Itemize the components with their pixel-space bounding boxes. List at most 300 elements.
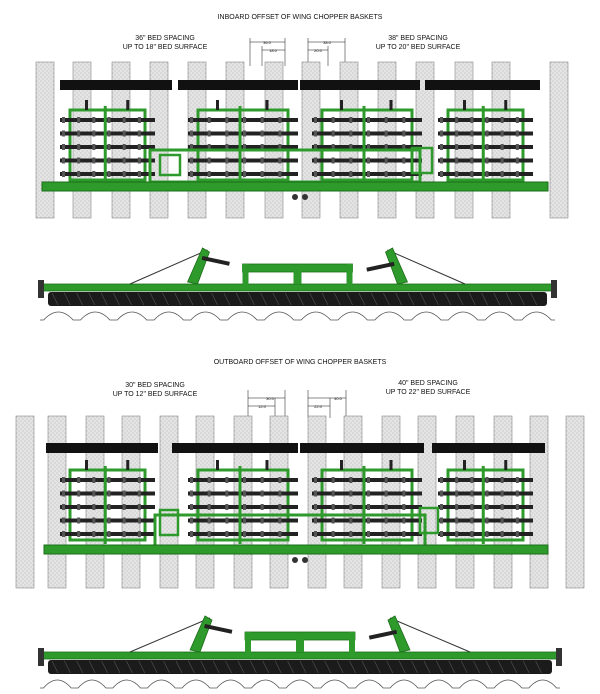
roller-blade — [314, 477, 317, 483]
basket-hanger — [340, 100, 343, 110]
toolbar-beam — [432, 443, 545, 453]
basket-upright — [482, 106, 485, 184]
roller-blade — [278, 518, 281, 524]
toolbar-beam — [46, 443, 158, 453]
roller-blade — [208, 171, 211, 177]
bottom-right-label-2: UP TO 22" BED SURFACE — [385, 389, 471, 396]
basket-hanger — [266, 460, 269, 470]
roller-blade — [501, 131, 504, 137]
basket-hanger — [504, 460, 507, 470]
roller-blade — [92, 531, 95, 537]
end-bracket — [551, 280, 557, 298]
roller-blade — [123, 531, 126, 537]
roller-blade — [138, 171, 141, 177]
roller-blade — [261, 477, 264, 483]
roller-blade — [225, 131, 228, 137]
gauge-wheel — [302, 194, 308, 200]
roller-blade — [62, 144, 65, 150]
roller-blade — [62, 131, 65, 137]
roller-blade — [243, 131, 246, 137]
gauge-wheel — [292, 557, 298, 563]
bottom-dim-4: 22.0 — [314, 404, 322, 409]
roller-blade — [62, 171, 65, 177]
end-bracket — [38, 648, 44, 666]
roller-blade — [190, 491, 193, 497]
roller-blade — [470, 491, 473, 497]
bottom-right-label-1: 40" BED SPACING — [398, 380, 458, 387]
roller-blade — [349, 518, 352, 524]
end-bracket — [556, 648, 562, 666]
basket-hanger — [266, 100, 269, 110]
bed-row — [86, 416, 104, 588]
roller-blade — [501, 491, 504, 497]
roller-blade — [440, 131, 443, 137]
top-left-label-2: UP TO 18" BED SURFACE — [122, 44, 208, 51]
roller-blade — [225, 477, 228, 483]
basket-hanger — [126, 460, 129, 470]
basket-hanger — [390, 460, 393, 470]
roller-blade — [108, 477, 111, 483]
roller-blade — [470, 131, 473, 137]
basket-upright — [239, 466, 242, 544]
roller-blade — [138, 144, 141, 150]
bed-row — [382, 416, 400, 588]
bed-row — [530, 416, 548, 588]
roller-blade — [385, 491, 388, 497]
top-right-label-2: UP TO 20" BED SURFACE — [375, 44, 461, 51]
roller-blade — [278, 117, 281, 123]
roller-blade — [470, 477, 473, 483]
roller-blade — [208, 518, 211, 524]
roller-blade — [123, 171, 126, 177]
roller-blade — [402, 117, 405, 123]
roller-blade — [349, 131, 352, 137]
roller-blade — [261, 117, 264, 123]
roller-blade — [486, 504, 489, 510]
bed-row — [344, 416, 362, 588]
roller-blade — [470, 504, 473, 510]
top-title: INBOARD OFFSET OF WING CHOPPER BASKETS — [217, 14, 383, 21]
roller-blade — [367, 531, 370, 537]
roller-blade — [486, 518, 489, 524]
bed-row — [270, 416, 288, 588]
roller-blade — [208, 158, 211, 164]
roller-blade — [486, 531, 489, 537]
roller-blade — [108, 518, 111, 524]
roller-blade — [190, 131, 193, 137]
roller-blade — [77, 504, 80, 510]
bottom-dim-3: 40.0 — [334, 396, 342, 401]
roller-blade — [455, 518, 458, 524]
roller-blade — [77, 171, 80, 177]
roller-blade — [123, 491, 126, 497]
roller-blade — [278, 531, 281, 537]
toolbar-beam — [178, 80, 298, 90]
frame-bar — [40, 284, 555, 291]
roller-blade — [92, 144, 95, 150]
roller-blade — [332, 531, 335, 537]
roller-blade — [440, 171, 443, 177]
top-dim-4: 20.0 — [314, 48, 322, 53]
toolbar-beam — [425, 80, 540, 90]
roller-blade — [138, 158, 141, 164]
roller-blade — [440, 144, 443, 150]
roller-blade — [92, 491, 95, 497]
roller-blade — [208, 504, 211, 510]
roller-blade — [208, 491, 211, 497]
ground-profile — [40, 680, 560, 688]
roller-blade — [62, 518, 65, 524]
roller-blade — [470, 117, 473, 123]
roller-blade — [367, 477, 370, 483]
roller-blade — [349, 477, 352, 483]
roller-blade — [349, 531, 352, 537]
roller-blade — [108, 504, 111, 510]
roller-blade — [385, 518, 388, 524]
roller-blade — [108, 144, 111, 150]
roller-blade — [332, 158, 335, 164]
roller-blade — [516, 158, 519, 164]
roller-blade — [385, 171, 388, 177]
roller-blade — [138, 477, 141, 483]
hydraulic-cylinder-right — [369, 630, 397, 640]
roller-blade — [367, 158, 370, 164]
roller-blade — [261, 131, 264, 137]
bottom-dim-1: 30.0 — [266, 396, 274, 401]
roller-blade — [385, 531, 388, 537]
bed-row — [160, 416, 178, 588]
basket-hanger — [463, 460, 466, 470]
roller-blade — [77, 491, 80, 497]
hydraulic-cylinder-right — [366, 262, 394, 272]
top-dimension-callouts — [250, 38, 345, 66]
roller-blade — [108, 131, 111, 137]
roller-blade — [77, 144, 80, 150]
top-left-label-1: 36" BED SPACING — [135, 35, 195, 42]
toolbar-beam — [172, 443, 298, 453]
roller-blade — [455, 158, 458, 164]
roller-blade — [470, 518, 473, 524]
roller-blade — [486, 131, 489, 137]
roller-blade — [123, 504, 126, 510]
roller-blade — [402, 531, 405, 537]
roller-blade — [243, 171, 246, 177]
bed-row — [494, 416, 512, 588]
roller-blade — [138, 504, 141, 510]
roller-blade — [138, 531, 141, 537]
gauge-wheel — [302, 557, 308, 563]
basket-hanger — [216, 460, 219, 470]
roller-blade — [440, 158, 443, 164]
bed-row — [566, 416, 584, 588]
roller-blade — [486, 171, 489, 177]
roller-blade — [243, 491, 246, 497]
bed-row — [456, 416, 474, 588]
roller-blade — [349, 491, 352, 497]
bed-row — [418, 416, 436, 588]
roller-blade — [470, 171, 473, 177]
roller-blade — [314, 117, 317, 123]
roller-blade — [190, 531, 193, 537]
roller-blade — [314, 491, 317, 497]
roller-blade — [516, 131, 519, 137]
roller-blade — [385, 117, 388, 123]
bottom-title: OUTBOARD OFFSET OF WING CHOPPER BASKETS — [213, 359, 387, 366]
roller-blade — [385, 504, 388, 510]
roller-blade — [470, 158, 473, 164]
roller-blade — [402, 477, 405, 483]
roller-blade — [440, 531, 443, 537]
roller-blade — [278, 477, 281, 483]
roller-blade — [190, 158, 193, 164]
basket-upright — [363, 466, 366, 544]
roller-blade — [92, 158, 95, 164]
roller-blade — [225, 518, 228, 524]
roller-blade — [367, 518, 370, 524]
center-post — [296, 638, 304, 652]
roller-blade — [208, 131, 211, 137]
roller-blade — [278, 158, 281, 164]
top-dim-3: 38.0 — [323, 40, 331, 45]
roller-blade — [243, 531, 246, 537]
center-post — [245, 632, 251, 654]
roller-blade — [455, 131, 458, 137]
roller-blade — [332, 171, 335, 177]
roller-blade — [470, 531, 473, 537]
roller-blade — [138, 117, 141, 123]
roller-blade — [92, 518, 95, 524]
roller-blade — [261, 171, 264, 177]
basket-upright — [104, 466, 107, 544]
roller-blade — [138, 131, 141, 137]
roller-blade — [314, 158, 317, 164]
bottom-left-label-1: 30" BED SPACING — [125, 382, 185, 389]
bottom-dim-2: 12.0 — [258, 404, 266, 409]
roller-blade — [62, 158, 65, 164]
roller-blade — [225, 171, 228, 177]
roller-blade — [385, 477, 388, 483]
main-drawbar — [44, 545, 548, 554]
roller-blade — [225, 504, 228, 510]
roller-blade — [402, 131, 405, 137]
roller-blade — [123, 117, 126, 123]
roller-blade — [190, 117, 193, 123]
roller-blade — [77, 131, 80, 137]
roller-blade — [501, 531, 504, 537]
bed-row — [36, 62, 54, 218]
roller-blade — [77, 477, 80, 483]
roller-blade — [486, 477, 489, 483]
wing-arm-left — [188, 248, 210, 284]
roller-blade — [62, 531, 65, 537]
bed-row — [16, 416, 34, 588]
roller-blade — [440, 117, 443, 123]
roller-blade — [332, 504, 335, 510]
roller-blade — [62, 504, 65, 510]
roller-blade — [314, 131, 317, 137]
roller-blade — [314, 531, 317, 537]
toolbar-beam — [300, 80, 420, 90]
roller-blade — [314, 518, 317, 524]
roller-blade — [455, 531, 458, 537]
bottom-bed-rows — [16, 416, 584, 588]
roller-blade — [402, 504, 405, 510]
roller-blade — [62, 117, 65, 123]
roller-blade — [208, 531, 211, 537]
basket-upright — [363, 106, 366, 184]
roller-blade — [243, 518, 246, 524]
roller-blade — [402, 518, 405, 524]
top-elevation-view — [38, 248, 557, 320]
roller-blade — [486, 144, 489, 150]
roller-blade — [486, 117, 489, 123]
roller-blade — [440, 518, 443, 524]
ground-profile — [40, 312, 555, 320]
roller-blade — [516, 491, 519, 497]
roller-blade — [455, 504, 458, 510]
roller-blade — [516, 477, 519, 483]
bed-row — [48, 416, 66, 588]
roller-blade — [243, 117, 246, 123]
roller-blade — [455, 117, 458, 123]
roller-blade — [92, 131, 95, 137]
roller-blade — [108, 158, 111, 164]
roller-blade — [278, 504, 281, 510]
roller-blade — [314, 504, 317, 510]
roller-blade — [138, 491, 141, 497]
roller-blade — [225, 158, 228, 164]
roller-blade — [190, 477, 193, 483]
roller-blade — [92, 171, 95, 177]
bed-row — [550, 62, 568, 218]
center-post — [294, 270, 302, 284]
roller-blade — [77, 531, 80, 537]
roller-blade — [261, 504, 264, 510]
roller-blade — [516, 518, 519, 524]
roller-blade — [243, 477, 246, 483]
roller-blade — [92, 477, 95, 483]
roller-blade — [108, 171, 111, 177]
toolbar-beam — [300, 443, 424, 453]
roller-blade — [108, 117, 111, 123]
bottom-elevation-view — [38, 616, 562, 688]
roller-blade — [261, 518, 264, 524]
top-dim-2: 18.0 — [269, 48, 277, 53]
roller-blade — [440, 477, 443, 483]
roller-blade — [349, 117, 352, 123]
top-right-label-1: 38" BED SPACING — [388, 35, 448, 42]
basket-hanger — [126, 100, 129, 110]
gauge-wheel — [292, 194, 298, 200]
roller-blade — [243, 504, 246, 510]
roller-blade — [190, 518, 193, 524]
roller-blade — [385, 158, 388, 164]
roller-blade — [402, 171, 405, 177]
roller-blade — [108, 491, 111, 497]
roller-blade — [314, 171, 317, 177]
roller-blade — [501, 144, 504, 150]
roller-blade — [62, 491, 65, 497]
roller-blade — [108, 531, 111, 537]
roller-blade — [123, 158, 126, 164]
roller-blade — [123, 131, 126, 137]
roller-blade — [516, 531, 519, 537]
basket-hanger — [85, 460, 88, 470]
roller-blade — [62, 477, 65, 483]
roller-blade — [455, 144, 458, 150]
roller-blade — [332, 131, 335, 137]
roller-blade — [501, 158, 504, 164]
roller-blade — [516, 504, 519, 510]
roller-blade — [455, 477, 458, 483]
roller-blade — [402, 158, 405, 164]
main-drawbar — [42, 182, 548, 191]
basket-upright — [482, 466, 485, 544]
roller-blade — [516, 117, 519, 123]
roller-blade — [486, 491, 489, 497]
roller-blade — [332, 117, 335, 123]
roller-blade — [516, 144, 519, 150]
roller-blade — [261, 531, 264, 537]
roller-blade — [208, 477, 211, 483]
roller-blade — [243, 158, 246, 164]
roller-blade — [278, 131, 281, 137]
roller-blade — [225, 117, 228, 123]
roller-blade — [440, 491, 443, 497]
roller-blade — [332, 477, 335, 483]
roller-blade — [501, 477, 504, 483]
roller-blade — [123, 144, 126, 150]
roller-blade — [138, 518, 141, 524]
roller-blade — [77, 518, 80, 524]
roller-blade — [486, 158, 489, 164]
roller-blade — [123, 518, 126, 524]
roller-blade — [349, 158, 352, 164]
roller-blade — [123, 477, 126, 483]
roller-blade — [440, 504, 443, 510]
roller-blade — [501, 504, 504, 510]
end-bracket — [38, 280, 44, 298]
roller-blade — [77, 117, 80, 123]
roller-blade — [516, 171, 519, 177]
roller-blade — [349, 171, 352, 177]
roller-blade — [367, 171, 370, 177]
roller-blade — [261, 491, 264, 497]
basket-hanger — [216, 100, 219, 110]
basket-hanger — [390, 100, 393, 110]
bottom-left-label-2: UP TO 12" BED SURFACE — [112, 391, 198, 398]
basket-upright — [239, 106, 242, 184]
bed-row — [122, 416, 140, 588]
roller-blade — [332, 518, 335, 524]
roller-blade — [208, 117, 211, 123]
roller-blade — [501, 171, 504, 177]
roller-blade — [332, 491, 335, 497]
roller-blade — [501, 117, 504, 123]
roller-blade — [225, 531, 228, 537]
roller-blade — [190, 504, 193, 510]
bottom-dimension-callouts — [248, 390, 346, 418]
basket-hanger — [85, 100, 88, 110]
roller-blade — [92, 117, 95, 123]
roller-blade — [455, 171, 458, 177]
basket-hanger — [504, 100, 507, 110]
roller-blade — [278, 171, 281, 177]
center-post — [243, 264, 249, 286]
roller-blade — [367, 504, 370, 510]
roller-blade — [501, 518, 504, 524]
roller-blade — [385, 131, 388, 137]
